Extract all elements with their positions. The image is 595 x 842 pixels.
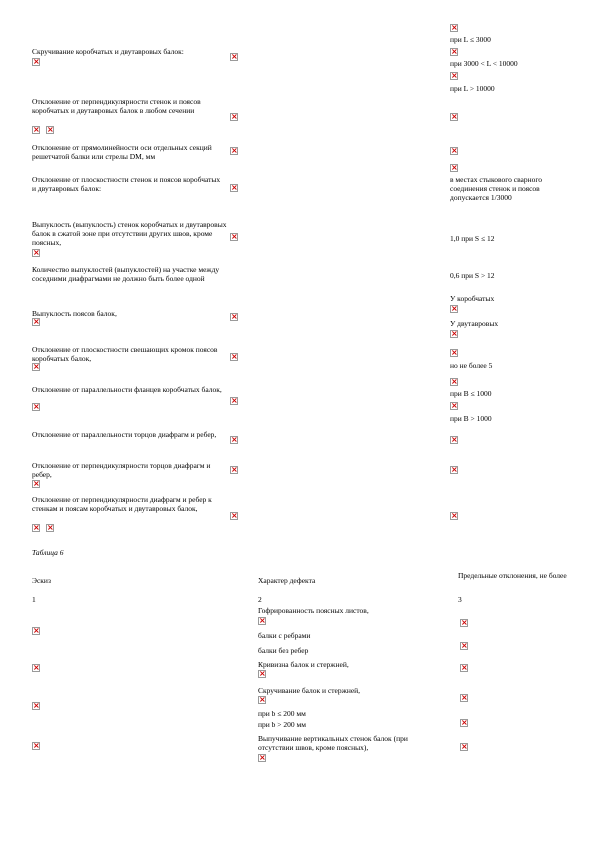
broken-image-icon xyxy=(258,670,266,678)
row-flatness-text: Отклонение от плоскостности стенок и поясов коробчатых и двутавровых балок: xyxy=(32,175,221,193)
broken-image-icon xyxy=(32,403,40,411)
limit-s-le-12: 1,0 при S ≤ 12 xyxy=(450,234,495,243)
col-number-2: 2 xyxy=(258,595,262,604)
broken-image-icon xyxy=(230,512,238,520)
broken-image-icon xyxy=(450,466,458,474)
row-straightness-text: Отклонение от прямолинейности оси отдельных секций решетчатой балки или стрелы DM, мм xyxy=(32,143,212,161)
broken-image-icon xyxy=(230,184,238,192)
limit-s-gt-12: 0,6 при S > 12 xyxy=(450,271,495,280)
broken-image-icon xyxy=(32,742,40,750)
limit-l-3000-10000: при 3000 < L < 10000 xyxy=(450,59,518,68)
col-number-1: 1 xyxy=(32,595,36,604)
broken-image-icon xyxy=(46,524,54,532)
broken-image-icon xyxy=(460,719,468,727)
broken-image-icon xyxy=(450,113,458,121)
broken-image-icon xyxy=(460,743,468,751)
row-bulge-count-text: Количество выпуклостей (выпуклостей) на участке между соседними диафрагмами не должно быть более одной xyxy=(32,265,220,283)
broken-image-icon xyxy=(450,305,458,313)
broken-image-icon xyxy=(450,147,458,155)
row-edge-flatness-text: Отклонение от плоскостности свешающих кромок поясов коробчатых балок, xyxy=(32,345,218,363)
broken-image-icon xyxy=(460,694,468,702)
broken-image-icon xyxy=(450,436,458,444)
table-title: Таблица 6 xyxy=(32,548,64,557)
defect-waviness: Гофрированность поясных листов, xyxy=(258,606,369,615)
limit-l-le-3000: при L ≤ 3000 xyxy=(450,35,491,44)
limit-i-beams: У двутавровых xyxy=(450,319,499,328)
broken-image-icon xyxy=(230,466,238,474)
broken-image-icon xyxy=(450,512,458,520)
broken-image-icon xyxy=(230,353,238,361)
limit-joint-note: в местах стыкового сварного соединения стенок и поясов допускается 1/3000 xyxy=(450,175,542,202)
row-ends-perp-text: Отклонение от перпендикулярности торцов диафрагм и ребер, xyxy=(32,461,211,479)
broken-image-icon xyxy=(32,249,40,257)
broken-image-icon xyxy=(32,524,40,532)
broken-image-icon xyxy=(230,147,238,155)
broken-image-icon xyxy=(32,480,40,488)
broken-image-icon xyxy=(46,126,54,134)
defect-with-ribs: балки с ребрами xyxy=(258,631,311,640)
broken-image-icon xyxy=(450,48,458,56)
broken-image-icon xyxy=(32,627,40,635)
broken-image-icon xyxy=(450,378,458,386)
broken-image-icon xyxy=(230,113,238,121)
row-ends-parallel-text: Отклонение от параллельности торцов диафрагм и ребер, xyxy=(32,430,217,439)
col-number-3: 3 xyxy=(458,595,462,604)
broken-image-icon xyxy=(32,664,40,672)
broken-image-icon xyxy=(230,397,238,405)
broken-image-icon xyxy=(258,696,266,704)
broken-image-icon xyxy=(32,318,40,326)
broken-image-icon xyxy=(450,402,458,410)
defect-curvature: Кривизна балок и стержней, xyxy=(258,660,349,669)
broken-image-icon xyxy=(258,754,266,762)
defect-b-gt-200: при b > 200 мм xyxy=(258,720,306,729)
broken-image-icon xyxy=(450,164,458,172)
row-flange-parallel-text: Отклонение от параллельности фланцев коробчатых балок, xyxy=(32,385,222,394)
defect-b-le-200: при b ≤ 200 мм xyxy=(258,709,306,718)
broken-image-icon xyxy=(32,126,40,134)
broken-image-icon xyxy=(32,58,40,66)
broken-image-icon xyxy=(450,72,458,80)
broken-image-icon xyxy=(450,330,458,338)
broken-image-icon xyxy=(450,349,458,357)
row-diaphragm-perp-text: Отклонение от перпендикулярности диафрагм и ребер к стенкам и поясам коробчатых и двутавровых балок, xyxy=(32,495,212,513)
broken-image-icon xyxy=(32,702,40,710)
header-defect: Характер дефекта xyxy=(258,576,316,585)
row-bulge-text: Выпуклость (выпуклость) стенок коробчатых и двутавровых балок в сжатой зоне при отсутствии других швов, кроме поясных, xyxy=(32,220,227,247)
header-limits: Предельные отклонения, не более xyxy=(458,571,567,580)
defect-bulge: Выпучивание вертикальных стенок балок (при отсутствии швов, кроме поясных), xyxy=(258,734,408,752)
limit-box-beams: У коробчатых xyxy=(450,294,495,303)
broken-image-icon xyxy=(450,24,458,32)
defect-twist: Скручивание балок и стержней, xyxy=(258,686,361,695)
broken-image-icon xyxy=(230,436,238,444)
broken-image-icon xyxy=(230,313,238,321)
limit-b-gt-1000: при B > 1000 xyxy=(450,414,492,423)
header-sketch: Эскиз xyxy=(32,576,51,585)
broken-image-icon xyxy=(230,53,238,61)
defect-without-ribs: балки без ребер xyxy=(258,646,309,655)
row-flange-bulge-text: Выпуклость поясов балок, xyxy=(32,309,117,318)
broken-image-icon xyxy=(32,363,40,371)
row-perpendicularity-text: Отклонение от перпендикулярности стенок и поясов коробчатых и двутавровых балок в любом сечении xyxy=(32,97,201,115)
broken-image-icon xyxy=(460,664,468,672)
row-twist-text: Скручивание коробчатых и двутавровых балок: xyxy=(32,47,184,56)
broken-image-icon xyxy=(258,617,266,625)
limit-l-gt-10000: при L > 10000 xyxy=(450,84,495,93)
broken-image-icon xyxy=(230,233,238,241)
limit-b-le-1000: при B ≤ 1000 xyxy=(450,389,492,398)
limit-max-5: но не более 5 xyxy=(450,361,493,370)
broken-image-icon xyxy=(460,619,468,627)
broken-image-icon xyxy=(460,642,468,650)
